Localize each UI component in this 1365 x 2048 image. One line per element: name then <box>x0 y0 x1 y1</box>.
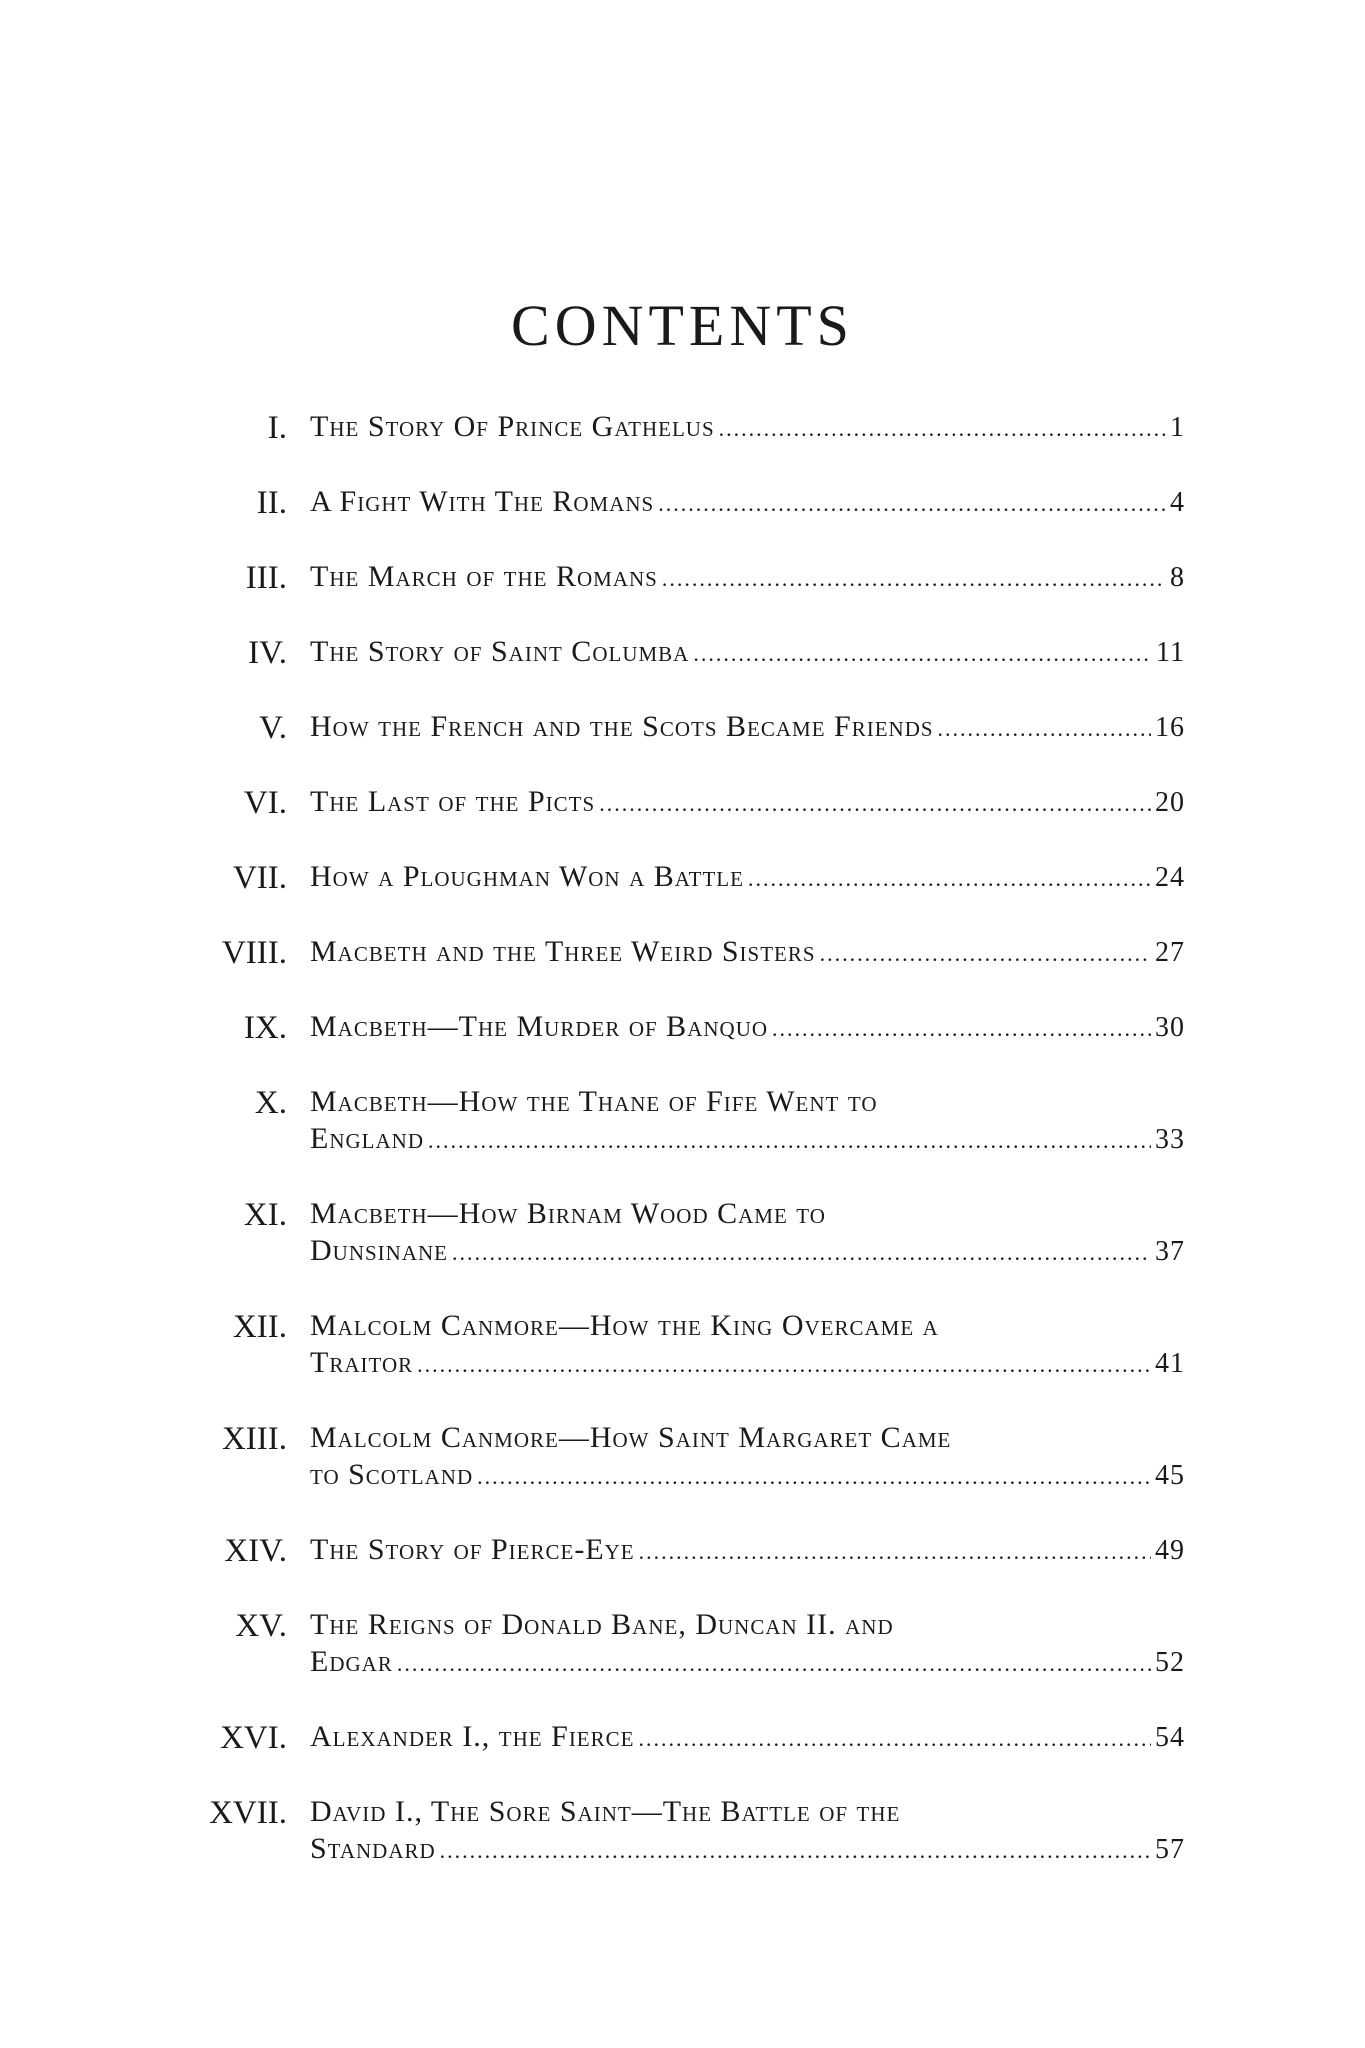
page-number: 4 <box>1170 487 1185 518</box>
chapter-title-block <box>310 1419 1185 1495</box>
chapter-title-block <box>310 1793 1185 1869</box>
dot-leader <box>397 1645 1151 1682</box>
toc-entry <box>0 1606 1365 1682</box>
chapter-number: I. <box>267 410 287 446</box>
dot-leader <box>772 1010 1151 1047</box>
toc-entry <box>0 1718 1365 1757</box>
chapter-number: XIII. <box>221 1421 287 1457</box>
dot-leader <box>428 1122 1151 1159</box>
chapter-title: David I., The Sore Saint—The Battle of the <box>310 1795 901 1828</box>
toc-entry <box>0 783 1365 822</box>
dot-leader <box>639 1533 1151 1570</box>
chapter-title-block <box>310 1606 1185 1682</box>
page-number: 30 <box>1155 1012 1185 1043</box>
toc-entry <box>0 708 1365 747</box>
page-number: 49 <box>1155 1535 1185 1566</box>
chapter-title-block <box>310 633 1185 672</box>
chapter-title: to Scotland <box>310 1458 474 1491</box>
chapter-title-block <box>310 1083 1185 1159</box>
toc-entry <box>0 1307 1365 1383</box>
chapter-title-block <box>310 933 1185 972</box>
chapter-number: IX. <box>243 1010 287 1046</box>
chapter-title-block <box>310 483 1185 522</box>
chapter-title-block <box>310 1307 1185 1383</box>
chapter-title: Alexander I., the Fierce <box>310 1720 635 1753</box>
dot-leader <box>638 1720 1151 1757</box>
toc-entry <box>0 1195 1365 1271</box>
chapter-number: III. <box>245 560 287 596</box>
chapter-title: The Reigns of Donald Bane, Duncan II. and <box>310 1608 894 1641</box>
chapter-number: II. <box>256 485 287 521</box>
table-of-contents <box>0 408 1365 1905</box>
chapter-number: IV. <box>248 635 287 671</box>
chapter-title: England <box>310 1122 424 1155</box>
chapter-title: Malcolm Canmore—How the King Overcame a <box>310 1309 939 1342</box>
chapter-title-block <box>310 708 1185 747</box>
chapter-number: V. <box>259 710 287 746</box>
dot-leader <box>599 785 1151 822</box>
chapter-title: The March of the Romans <box>310 560 658 593</box>
dot-leader <box>693 635 1152 672</box>
dot-leader <box>658 485 1166 522</box>
chapter-title: How a Ploughman Won a Battle <box>310 860 744 893</box>
toc-entry <box>0 858 1365 897</box>
toc-entry <box>0 1793 1365 1869</box>
chapter-title: Malcolm Canmore—How Saint Margaret Came <box>310 1421 952 1454</box>
chapter-title-block <box>310 558 1185 597</box>
chapter-title: Macbeth—How the Thane of Fife Went to <box>310 1085 878 1118</box>
chapter-title: The Last of the Picts <box>310 785 596 818</box>
chapter-title: Macbeth—How Birnam Wood Came to <box>310 1197 826 1230</box>
page-number: 37 <box>1155 1236 1185 1267</box>
chapter-title: Traitor <box>310 1346 414 1379</box>
chapter-title: Macbeth and the Three Weird Sisters <box>310 935 816 968</box>
dot-leader <box>748 860 1151 897</box>
page-number: 27 <box>1155 937 1185 968</box>
chapter-number: XV. <box>235 1608 287 1644</box>
chapter-title-block <box>310 1531 1185 1570</box>
chapter-number: XII. <box>232 1309 287 1345</box>
chapter-number: XIV. <box>224 1533 287 1569</box>
chapter-title-block <box>310 1195 1185 1271</box>
chapter-title: The Story Of Prince Gathelus <box>310 410 715 443</box>
dot-leader <box>938 710 1151 747</box>
toc-entry <box>0 558 1365 597</box>
toc-entry <box>0 1531 1365 1570</box>
chapter-number: XVI. <box>220 1720 287 1756</box>
chapter-title: The Story of Pierce-Eye <box>310 1533 635 1566</box>
dot-leader <box>440 1832 1151 1869</box>
page-number: 16 <box>1155 712 1185 743</box>
chapter-title-block <box>310 1718 1185 1757</box>
toc-entry <box>0 408 1365 447</box>
toc-entry <box>0 1419 1365 1495</box>
dot-leader <box>719 410 1166 447</box>
chapter-number: VII. <box>232 860 287 896</box>
page-number: 20 <box>1155 787 1185 818</box>
dot-leader <box>820 935 1151 972</box>
chapter-title: Macbeth—The Murder of Banquo <box>310 1010 769 1043</box>
chapter-number: XVII. <box>209 1795 287 1831</box>
chapter-title: The Story of Saint Columba <box>310 635 690 668</box>
toc-entry <box>0 483 1365 522</box>
page-number: 24 <box>1155 862 1185 893</box>
chapter-title-block <box>310 1008 1185 1047</box>
page-number: 8 <box>1170 562 1185 593</box>
page-number: 54 <box>1155 1722 1185 1753</box>
chapter-number: VI. <box>243 785 287 821</box>
chapter-title-block <box>310 408 1185 447</box>
chapter-number: X. <box>254 1085 287 1121</box>
toc-entry <box>0 933 1365 972</box>
chapter-title: How the French and the Scots Became Friends <box>310 710 934 743</box>
page-number: 45 <box>1155 1460 1185 1491</box>
page-number: 1 <box>1170 412 1185 443</box>
dot-leader <box>662 560 1166 597</box>
page-number: 41 <box>1155 1348 1185 1379</box>
page-number: 57 <box>1155 1834 1185 1865</box>
toc-entry <box>0 633 1365 672</box>
chapter-title: Dunsinane <box>310 1234 448 1267</box>
toc-entry <box>0 1008 1365 1047</box>
dot-leader <box>452 1234 1151 1271</box>
dot-leader <box>477 1458 1151 1495</box>
chapter-title: Standard <box>310 1832 436 1865</box>
chapter-title: A Fight With The Romans <box>310 485 655 518</box>
chapter-title: Edgar <box>310 1645 393 1678</box>
page-number: 33 <box>1155 1124 1185 1155</box>
chapter-number: VIII. <box>221 935 287 971</box>
dot-leader <box>417 1346 1151 1383</box>
page-number: 11 <box>1156 637 1185 668</box>
toc-entry <box>0 1083 1365 1159</box>
page-number: 52 <box>1155 1647 1185 1678</box>
chapter-number: XI. <box>243 1197 287 1233</box>
chapter-title-block <box>310 858 1185 897</box>
page-title: CONTENTS <box>511 293 854 358</box>
chapter-title-block <box>310 783 1185 822</box>
